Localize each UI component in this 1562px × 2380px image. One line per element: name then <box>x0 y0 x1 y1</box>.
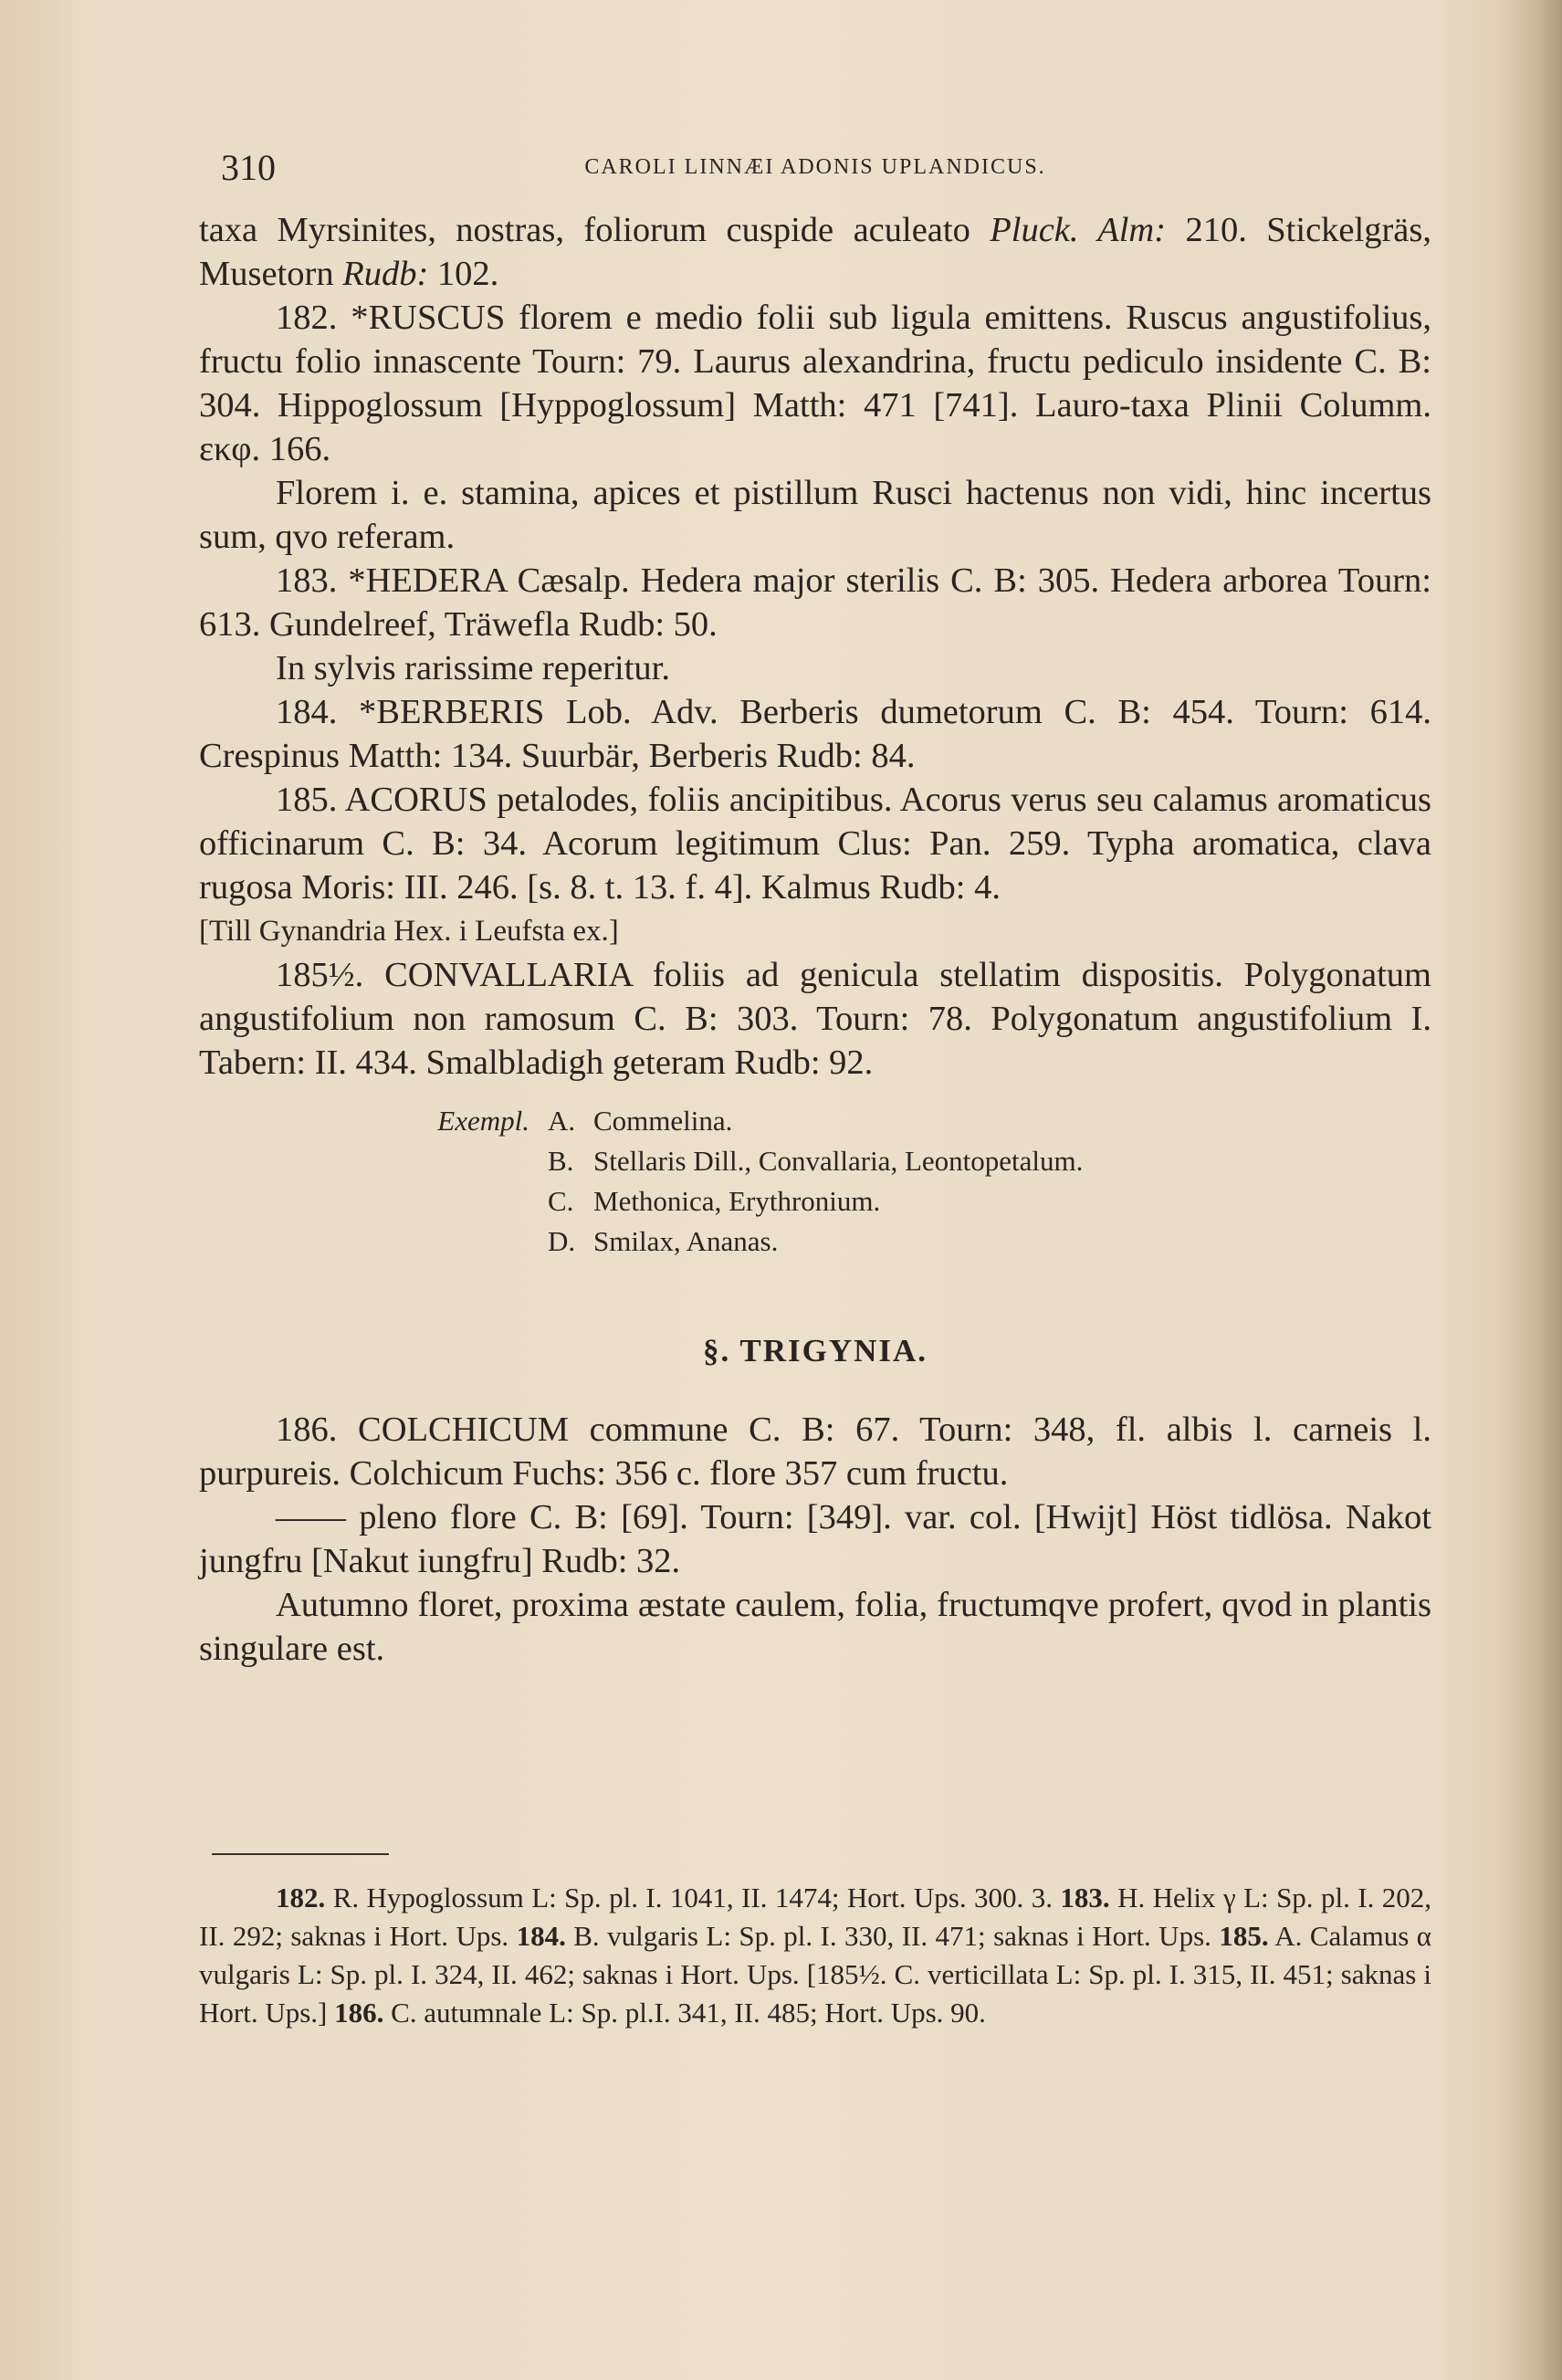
footnote-number: 186. <box>334 1997 384 2029</box>
paragraph-myrsinites <box>199 208 1431 296</box>
entry-text: CONVALLARIA foliis ad genicula stellatim dispositis. Polygonatum angustifolium non ramosum C. B: 303. Tourn: 78. Polygonatum angustifolium I. Tabern: II. 434. Smalbladigh geteram Rudb: 92. <box>199 956 1432 1082</box>
exempla-text: Smilax, Ananas. <box>593 1225 779 1257</box>
exempla-row <box>199 1221 1431 1262</box>
exempla-label: Exempl. <box>437 1105 529 1137</box>
page-gutter-shadow <box>1497 0 1562 2380</box>
main-text <box>199 208 1431 1671</box>
entry-186-note: Autumno floret, proxima æstate caulem, folia, fructumqve profert, qvod in plantis singulare est. <box>199 1586 1431 1668</box>
entry-text: ACORUS petalodes, foliis ancipitibus. Acorus verus seu calamus aromaticus officinarum C. B: 34. Acorum legitimum Clus: Pan. 259. Typha aromatica, clava rugosa Moris: III. 246. [s. 8. t. 13. f. 4]. Kalmus Rudb: 4. <box>199 781 1431 907</box>
entry-number: 185½. <box>276 956 364 994</box>
running-head: CAROLI LINNÆI ADONIS UPLANDICUS. <box>584 155 1046 179</box>
exempla-letter: D. <box>548 1225 576 1257</box>
exempla-letter: A. <box>548 1105 576 1137</box>
text-run: 210. Stickelgräs, Musetorn <box>199 211 1431 293</box>
exempla-spacer <box>199 1221 548 1262</box>
entry-185 <box>199 778 1431 909</box>
exempla-spacer <box>199 1141 548 1181</box>
footnote-text: C. autumnale L: Sp. pl.I. 341, II. 485; Hort. Ups. 90. <box>391 1997 986 2029</box>
citation: Rudb: <box>342 255 429 293</box>
footnote-number: 182. <box>276 1882 326 1913</box>
entry-185-half <box>199 953 1431 1085</box>
entry-text: *BERBERIS Lob. Adv. Berberis dumetorum C. B: 454. Tourn: 614. Crespinus Matth: 134. Suurbär, Berberis Rudb: 84. <box>199 693 1432 775</box>
footnote-rule <box>212 1853 389 1855</box>
footnote-number: 183. <box>1060 1882 1110 1913</box>
footnote-paragraph <box>199 1879 1431 2032</box>
footnote-text: H. Helix γ L: Sp. pl. I. 202, II. 292; saknas i Hort. Ups. <box>199 1882 1432 1952</box>
entry-182 <box>199 296 1431 471</box>
exempla-list <box>199 1101 1431 1262</box>
entry-number: 185. <box>276 781 338 819</box>
editor-note: [Till Gynandria Hex. i Leufsta ex.] <box>199 915 619 948</box>
exempla-row <box>199 1141 1431 1181</box>
exempla-text: Commelina. <box>593 1105 733 1137</box>
exempla-text: Stellaris Dill., Convallaria, Leontopetalum. <box>593 1145 1084 1177</box>
entry-number: 184. <box>276 693 338 731</box>
entry-182-note: Florem i. e. stamina, apices et pistillum Rusci hactenus non vidi, hinc incertus sum, qvo referam. <box>199 474 1431 556</box>
entry-186: 186. COLCHICUM commune C. B: 67. Tourn: 348, fl. albis l. carneis l. purpureis. Colchicum Fuchs: 356 c. flore 357 cum fructu. <box>199 1410 1431 1493</box>
entry-183 <box>199 559 1431 646</box>
citation: Pluck. Alm: <box>990 211 1167 249</box>
footnote-number: 185. <box>1219 1920 1269 1952</box>
footnote-text: R. Hypoglossum L: Sp. pl. I. 1041, II. 1474; Hort. Ups. 300. 3. <box>332 1882 1053 1913</box>
entry-text: *RUSCUS florem e medio folii sub ligula emittens. Ruscus angustifolius, fructu folio innascente Tourn: 79. Laurus alexandrina, fructu pediculo insidente C. B: 304. Hippoglossum [Hyppoglossum] Matth: 471 [741]. Lauro-taxa Plinii Columm. εκφ. 166. <box>199 299 1432 468</box>
exempla-letter: B. <box>548 1145 574 1177</box>
footnote-number: [185½. <box>806 1958 887 1990</box>
entry-text: *HEDERA Cæsalp. Hedera major sterilis C. B: 305. Hedera arborea Tourn: 613. Gundelreef, Träwefla Rudb: 50. <box>199 561 1431 644</box>
page-header <box>199 146 1431 192</box>
page-number: 310 <box>221 147 276 188</box>
entry-number: 183. <box>276 561 338 600</box>
exempla-row <box>199 1101 1431 1141</box>
exempla-text: Methonica, Erythronium. <box>593 1185 881 1217</box>
footnotes <box>199 1879 1431 2032</box>
footnote-text: C. verticillata L: Sp. pl. I. 315, II. 451; saknas i Hort. Ups.] <box>199 1958 1431 2029</box>
entry-184 <box>199 690 1431 778</box>
text-run: 102. <box>428 255 499 293</box>
exempla-spacer <box>199 1181 548 1221</box>
footnote-number: 184. <box>516 1920 566 1952</box>
text-run: taxa Myrsinites, nostras, foliorum cuspide aculeato <box>199 211 991 249</box>
exempla-letter: C. <box>548 1185 574 1217</box>
section-heading: §. TRIGYNIA. <box>702 1333 928 1368</box>
entry-number: 182. <box>276 299 338 337</box>
footnote-text: A. Calamus α vulgaris L: Sp. pl. I. 324, II. 462; saknas i Hort. Ups. <box>199 1920 1431 1990</box>
entry-186-variety: —— pleno flore C. B: [69]. Tourn: [349]. var. col. [Hwijt] Höst tidlösa. Nakot jungfru [Nakut iungfru] Rudb: 32. <box>199 1498 1431 1580</box>
entry-183-note: In sylvis rarissime reperitur. <box>276 649 670 687</box>
exempla-row <box>199 1181 1431 1221</box>
footnote-text: B. vulgaris L: Sp. pl. I. 330, II. 471; saknas i Hort. Ups. <box>573 1920 1211 1952</box>
